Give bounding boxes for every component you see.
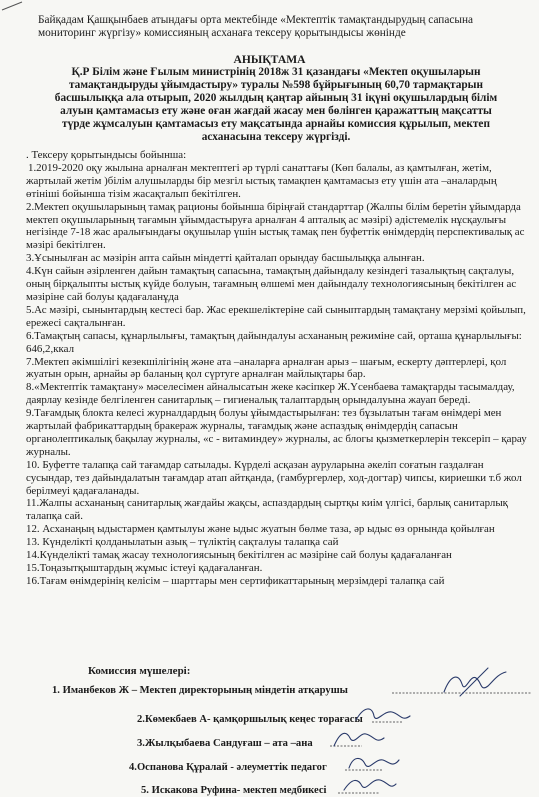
finding-item: 5.Ас мәзірі, сынынтардың кестесі бар. Жас ерекшеліктеріне сай сыныптардың тамақтану мерзімі қойылып, ережесі сақталынған. — [26, 303, 526, 329]
finding-item: 10. Буфетте талапқа сай тағамдар сатылады. Күрделі асқазан ауруларына әкеліп соғатын газдалған сусындар, тез дайындалатын тағамдар атап айтқанда, (гамбургерлер, ход-догтар) чипсы, кириешки т.б жол берілмеуі қадағаланады. — [26, 458, 522, 497]
finding-item: 7.Мектеп әкімшілігі кезекшілігінің және ата –аналарға арналған арыз – шағым, ескерту дәптерлері, қол жуатын орын, арнайы әр баланың қол сүртуге арналған майлықтары бар. — [26, 355, 507, 381]
document-intro: Қ.Р Білім және Ғылым министрінің 2018ж 31 қазандағы «Мектеп оқушыларын тамақтандыруды ұйымдастыру» туралы №598 бұйрығының 60,70 тармақтарын басшылыққа ала отырып, 2020 жылдың қаңтар айының 31 іқүні оқушылардың білім алуын қамтамасыз ету және оған жағдай жасау мен бөлінген қаражаттың мақсатты түрде жұмсалуын қамтамасыз ету мақсатында арнайы комиссия құрылып, мектеп асханасына тексеру жүргізді. — [54, 66, 498, 143]
finding-item: 6.Тамақтың сапасы, құнарлылығы, тамақтың дайындалуы асхананың режиміне сай, орташа құнарлылығы: 646,2,ккал — [26, 329, 522, 355]
finding-item: 1.2019-2020 оқу жылына арналған мектептегі әр түрлі санаттағы (Көп балалы, аз қамтылған, жетім, жартылай жетім )білім алушыларды бір мезгіл ыстық тамақпен қамтамасыз ету үшін ата –аналардың өтініші бойынша тізім жасақталып бекітілген. — [26, 161, 497, 200]
commission-member: 1. Иманбеков Ж – Мектеп директорының міндетін атқарушы — [52, 685, 348, 696]
signature-1 — [440, 666, 510, 700]
document-title: АНЫҚТАМА — [233, 53, 306, 66]
commission-member: 5. Искакова Руфина- мектеп медбикесі — [141, 785, 327, 796]
finding-item: 9.Тағамдық блокта келесі журналдардың болуы ұйымдастырылған: тез бұзылатын тағам өнімдері мен жартылай фабрикаттардың бракераж журналы, тағамдық және аспаздық өнімдердің сапасын органолептикалық бақылау журналы, «с - витаминдеу» журналы, ас блогы қызметкерлерін тексеріп – қарау журналы. — [26, 407, 527, 458]
finding-item: 4.Күн сайын әзірленген дайын тамақтың сапасына, тамақтың дайындалу кезіндегі тазалықтың сақталуы, оның бірқалыпты ыстық күйде болуын, тағамның өлшемі мен дайындалу технологиясының бекітілген ас мәзіріне сай болуы қадағаланұда — [26, 265, 517, 303]
commission-member: 3.Жылқыбаева Сандуғаш – ата –ана — [137, 738, 313, 749]
finding-item: 3.Ұсынылған ас мәзірін апта сайын міндетті қайталап орындау басшылыққа алынған. — [26, 252, 425, 265]
finding-item: 16.Тағам өнімдерінің келісім – шарттары мен сертификаттарының мерзімдері талапқа сай — [26, 574, 445, 587]
commission-label: Комиссия мүшелері: — [88, 665, 191, 677]
signature-5 — [340, 772, 400, 796]
signature-2 — [352, 702, 414, 728]
finding-item: 14.Күнделікті тамақ жасау технологиясының бекітілген ас мәзіріне сай болуы қадағаланған — [26, 549, 452, 562]
signature-3 — [330, 726, 388, 752]
finding-item: 11.Жалпы асхананың санитарлық жағдайы жақсы, аспаздардың сыртқы киім үлгісі, барлық санитарлық талапқа сай. — [26, 497, 508, 523]
findings-lead: . Тексеру қорытындысы бойынша: — [26, 149, 187, 161]
finding-item: 15.Тоңазытқыштардың жұмыс істеуі қадағаланған. — [26, 562, 263, 574]
finding-item: 2.Мектеп оқушыларының тамақ рационы бойынша біріңғай стандарттар (Жалпы білім беретін ұйымдарда мектеп оқушыларының тағамын ұйымдастыруға арналған 4 апталық ас мәзірі) әдістемелік нұсқаулығы негізінде 7-18 жас аралығындағы оқушылар үшін ыстық тамақ пен буфеттік өнімдердің перспективалық ас мәзірі бекітілген. — [26, 200, 525, 252]
document-header: Байқадам Қашқынбаев атындағы орта мектебінде «Мектептік тамақтандырудың сапасына мониторинг жүргізу» комиссияның асханаға тексеру қорытындысы жөнінде — [38, 14, 474, 39]
commission-member: 2.Көмекбаев А- қамқоршылық кеңес торағасы — [137, 714, 363, 725]
finding-item: 13. Күнделікті қолданылатын азық – түліктің сақталуы талапқа сай — [26, 536, 339, 549]
finding-item: 8.«Мектептік тамақтану» мәселесімен айналысатын жеке кәсіпкер Ж.Үсенбаева тамақтарды тасымалдау, даярлау кезінде белгіленген санитарлық – гигиеналық талаптардың орындалуына жауап береді. — [26, 381, 515, 407]
commission-member: 4.Оспанова Құралай - әлеуметтік педагог — [129, 762, 327, 773]
finding-item: 12. Асханаңың ыдыстармен қамтылуы және ыдыс жуатын бөлме таза, әр ыдыс өз орнында қойылған — [26, 523, 495, 536]
